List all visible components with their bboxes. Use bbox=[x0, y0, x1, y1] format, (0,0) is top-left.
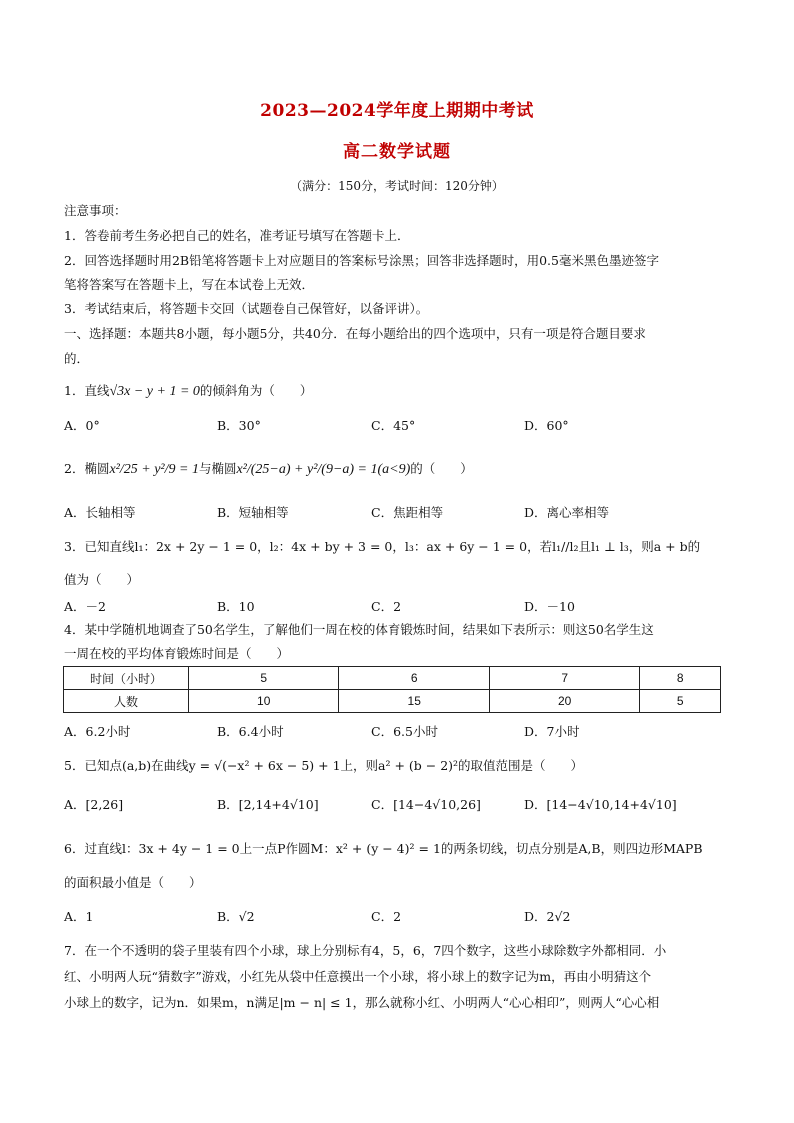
q1-option-b: B．30° bbox=[217, 418, 261, 433]
q2-stem bbox=[64, 459, 473, 478]
q5-stem: 5．已知点(a,b)在曲线y = √(−x² + 6x − 5) + 1上，则a² + (b − 2)²的取值范围是（ ） bbox=[64, 758, 584, 773]
section1-line-b: 的． bbox=[64, 351, 90, 366]
q2-pre: 2．椭圆 bbox=[64, 461, 110, 476]
q1-stem bbox=[64, 381, 312, 400]
q7-stem-line-3: 小球上的数字，记为n．如果m，n满足|m − n| ≤ 1，那么就称小红、小明两人“心心相印”，则两人“心心相 bbox=[64, 995, 660, 1010]
exam-title: 2023—2024学年度上期期中考试 bbox=[260, 101, 534, 121]
note-1: 1．答卷前考生务必把自己的姓名，准考证号填写在答题卡上． bbox=[64, 228, 410, 243]
q4-option-b: B．6.4小时 bbox=[217, 724, 284, 739]
q1-pre: 1．直线 bbox=[64, 383, 110, 398]
notes-heading: 注意事项： bbox=[64, 203, 127, 218]
q5-option-b: B．[2,14+4√10] bbox=[217, 797, 319, 812]
q6-stem-line-1: 6．过直线l：3x + 4y − 1 = 0上一点P作圆M：x² + (y − 4)² = 1的两条切线，切点分别是A,B，则四边形MAPB bbox=[64, 841, 703, 856]
q2-option-b: B．短轴相等 bbox=[217, 505, 289, 520]
exam-subtitle: 高二数学试题 bbox=[343, 142, 451, 162]
section1-line-a: 一、选择题：本题共8小题，每小题5分，共40分．在每小题给出的四个选项中，只有一项是符合题目要求 bbox=[64, 326, 646, 341]
q2-post: 的（ ） bbox=[410, 461, 473, 476]
q4-stem-line-1: 4．某中学随机地调查了50名学生，了解他们一周在校的体育锻炼时间，结果如下表所示：则这50名学生这 bbox=[64, 622, 654, 637]
q6-stem-line-2: 的面积最小值是（ ） bbox=[64, 875, 202, 890]
table-cell: 20 bbox=[489, 690, 639, 713]
q1-option-d: D．60° bbox=[524, 418, 569, 433]
q2-formula-2: x²/(25−a) + y²/(9−a) = 1(a<9) bbox=[236, 462, 411, 477]
q3-option-d: D．－10 bbox=[524, 599, 575, 614]
q3-option-a: A．－2 bbox=[64, 599, 106, 614]
q6-option-c: C．2 bbox=[371, 909, 402, 924]
exam-meta: （满分：150分，考试时间：120分钟） bbox=[290, 179, 504, 193]
table-cell: 8 bbox=[640, 667, 721, 690]
q2-option-a: A．长轴相等 bbox=[64, 505, 136, 520]
q3-option-c: C．2 bbox=[371, 599, 402, 614]
table-cell: 5 bbox=[640, 690, 721, 713]
q6-option-b: B．√2 bbox=[217, 909, 255, 924]
exercise-time-table bbox=[63, 666, 721, 713]
table-cell: 15 bbox=[339, 690, 489, 713]
q1-option-a: A．0° bbox=[64, 418, 100, 433]
q4-stem-line-2: 一周在校的平均体育锻炼时间是（ ） bbox=[64, 646, 290, 661]
table-cell: 6 bbox=[339, 667, 489, 690]
q7-stem-line-2: 红、小明两人玩“猜数字”游戏，小红先从袋中任意摸出一个小球，将小球上的数字记为m，再由小明猜这个 bbox=[64, 969, 652, 984]
q7-stem-line-1: 7．在一个不透明的袋子里装有四个小球，球上分别标有4，5，6，7四个数字，这些小球除数字外都相同．小 bbox=[64, 943, 667, 958]
table-cell: 7 bbox=[489, 667, 639, 690]
q5-option-d: D．[14−4√10,14+4√10] bbox=[524, 797, 677, 812]
table-header-time: 时间（小时） bbox=[64, 667, 189, 690]
q3-stem-line-2: 值为（ ） bbox=[64, 572, 140, 587]
q5-option-c: C．[14−4√10,26] bbox=[371, 797, 481, 812]
q2-option-c: C．焦距相等 bbox=[371, 505, 444, 520]
q1-post: 的倾斜角为（ ） bbox=[199, 383, 313, 398]
table-row bbox=[64, 690, 721, 713]
table-row bbox=[64, 667, 721, 690]
q4-option-d: D．7小时 bbox=[524, 724, 580, 739]
q2-mid: 与椭圆 bbox=[198, 461, 237, 476]
note-2a: 2．回答选择题时用2B铅笔将答题卡上对应题目的答案标号涂黑；回答非选择题时，用0.5毫米黑色墨迹签字 bbox=[64, 253, 659, 268]
q4-option-c: C．6.5小时 bbox=[371, 724, 438, 739]
table-cell: 5 bbox=[189, 667, 339, 690]
q6-option-d: D．2√2 bbox=[524, 909, 571, 924]
note-2b: 笔将答案写在答题卡上，写在本试卷上无效． bbox=[64, 277, 315, 292]
q1-formula: √3x − y + 1 = 0 bbox=[109, 384, 200, 399]
q2-formula-1: x²/25 + y²/9 = 1 bbox=[109, 462, 199, 477]
q5-option-a: A．[2,26] bbox=[64, 797, 124, 812]
q6-option-a: A．1 bbox=[64, 909, 94, 924]
q2-option-d: D．离心率相等 bbox=[524, 505, 610, 520]
table-cell: 10 bbox=[189, 690, 339, 713]
q4-option-a: A．6.2小时 bbox=[64, 724, 131, 739]
note-3: 3．考试结束后，将答题卡交回（试题卷自己保管好，以备评讲）。 bbox=[64, 301, 429, 316]
table-header-count: 人数 bbox=[64, 690, 189, 713]
q3-option-b: B．10 bbox=[217, 599, 255, 614]
q1-option-c: C．45° bbox=[371, 418, 416, 433]
q3-stem-line-1: 3．已知直线l₁：2x + 2y − 1 = 0，l₂：4x + by + 3 = 0，l₃：ax + 6y − 1 = 0，若l₁//l₂且l₁ ⊥ l₃，则a + b的 bbox=[64, 539, 701, 554]
